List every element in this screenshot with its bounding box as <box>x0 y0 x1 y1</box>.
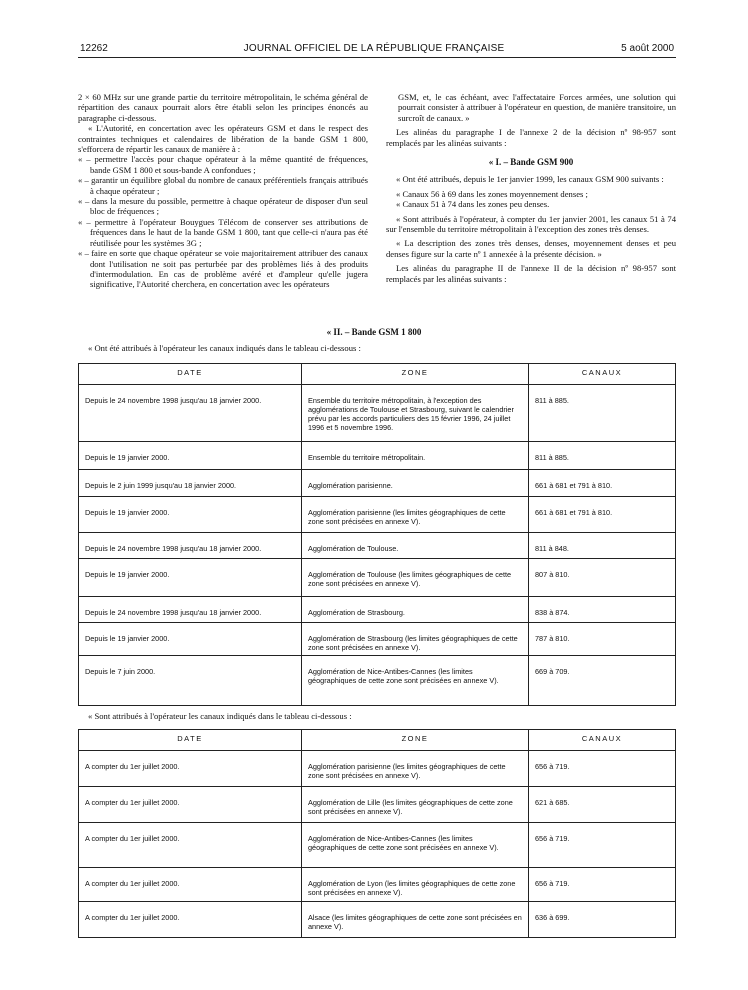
list-item: « – permettre à l'opérateur Bouygues Télécom de conserver ses attributions de fréquences dans le haut de la bande GSM 1 800, tant que celle-ci n'aura pas été réutilisée pour les systèmes 3G ; <box>78 216 368 248</box>
table-header-row <box>79 364 676 385</box>
table-cell: Agglomération de Nice-Antibes-Cannes (les limites géographiques de cette zone sont précisées en annexe V). <box>302 656 529 706</box>
table-cell: 656 à 719. <box>529 868 676 902</box>
table-cell: Depuis le 19 janvier 2000. <box>79 497 302 533</box>
table-cell: Agglomération parisienne. <box>302 470 529 497</box>
table-cell: Agglomération parisienne (les limites géographiques de cette zone sont précisées en annexe V). <box>302 497 529 533</box>
table-cell: 787 à 810. <box>529 623 676 656</box>
table-cell: A compter du 1er juillet 2000. <box>79 902 302 938</box>
column-header: DATE <box>79 730 302 751</box>
right-column <box>386 92 676 284</box>
column-header: CANAUX <box>529 730 676 751</box>
table-cell: Depuis le 24 novembre 1998 jusqu'au 18 janvier 2000. <box>79 385 302 442</box>
table-header-row <box>79 730 676 751</box>
paragraph: « L'Autorité, en concertation avec les opérateurs GSM et dans le respect des contraintes techniques et calendaires de libération de la bande GSM 1 800, s'efforcera de répartir les canaux de manière à : <box>78 123 368 155</box>
channels-table-attributed <box>78 363 676 706</box>
table-cell: 656 à 719. <box>529 751 676 787</box>
table-cell: Depuis le 7 juin 2000. <box>79 656 302 706</box>
paragraph: « Ont été attribués, depuis le 1er janvier 1999, les canaux GSM 900 suivants : <box>396 174 664 185</box>
table-cell: Depuis le 19 janvier 2000. <box>79 559 302 597</box>
table-row <box>79 823 676 868</box>
table-row <box>79 597 676 623</box>
table-cell: 656 à 719. <box>529 823 676 868</box>
table-cell: Agglomération de Toulouse (les limites géographiques de cette zone sont précisées en annexe V). <box>302 559 529 597</box>
table-cell: 669 à 709. <box>529 656 676 706</box>
table-row <box>79 868 676 902</box>
list-item: « – permettre l'accès pour chaque opérateur à la même quantité de fréquences, bande GSM 1 800 et sous-bande A confondues ; <box>78 154 368 175</box>
table-cell: A compter du 1er juillet 2000. <box>79 868 302 902</box>
section-heading: « I. – Bande GSM 900 <box>488 157 574 168</box>
header-date: 5 août 2000 <box>621 43 674 54</box>
table-row <box>79 385 676 442</box>
paragraph: « La description des zones très denses, denses, moyennement denses et peu denses figure sur la carte nº 1 annexée à la présente décision. » <box>386 238 676 259</box>
list-item: « – faire en sorte que chaque opérateur se voie majoritairement attribuer des canaux dont l'utilisation ne soit pas perturbée par des problèmes liés à des produits d'intermodulation. En cas de problème avéré et d'ampleur qu'elle jugera significative, l'Autorité cherchera, en concertation avec les opérateurs <box>78 248 368 290</box>
table-row <box>79 442 676 470</box>
column-header: DATE <box>79 364 302 385</box>
page-number: 12262 <box>80 43 108 54</box>
table-row <box>79 497 676 533</box>
section-heading: « II. – Bande GSM 1 800 <box>326 327 422 337</box>
table-row <box>79 623 676 656</box>
table-cell: Agglomération de Lyon (les limites géographiques de cette zone sont précisées en annexe V). <box>302 868 529 902</box>
table-cell: Ensemble du territoire métropolitain. <box>302 442 529 470</box>
channels-table-future <box>78 729 676 938</box>
table-intro: « Ont été attribués à l'opérateur les canaux indiqués dans le tableau ci-dessous : <box>88 343 361 353</box>
table-cell: A compter du 1er juillet 2000. <box>79 751 302 787</box>
journal-title: JOURNAL OFFICIEL DE LA RÉPUBLIQUE FRANÇAISE <box>243 43 505 54</box>
table-row <box>79 751 676 787</box>
column-header: ZONE <box>302 364 529 385</box>
table-row <box>79 470 676 497</box>
table-cell: Ensemble du territoire métropolitain, à l'exception des agglomérations de Toulouse et Strasbourg, suivant le calendrier prévu par les accords particuliers des 15 février 1996, 24 juillet 1996 et 5 novembre 1996. <box>302 385 529 442</box>
table-cell: 838 à 874. <box>529 597 676 623</box>
table-row <box>79 559 676 597</box>
table-cell: Agglomération parisienne (les limites géographiques de cette zone sont précisées en annexe V). <box>302 751 529 787</box>
table-cell: 811 à 885. <box>529 385 676 442</box>
table-cell: 811 à 848. <box>529 533 676 559</box>
paragraph: Les alinéas du paragraphe I de l'annexe 2 de la décision nº 98-957 sont remplacés par les alinéas suivants : <box>386 127 676 148</box>
table-cell: 811 à 885. <box>529 442 676 470</box>
table-row <box>79 902 676 938</box>
table-cell: Agglomération de Lille (les limites géographiques de cette zone sont précisées en annexe V). <box>302 787 529 823</box>
header-rule <box>78 57 676 58</box>
table-cell: Agglomération de Toulouse. <box>302 533 529 559</box>
table-cell: Agglomération de Nice-Antibes-Cannes (les limites géographiques de cette zone sont précisées en annexe V). <box>302 823 529 868</box>
paragraph: « Canaux 56 à 69 dans les zones moyennement denses ; <box>396 188 588 199</box>
table-cell: Depuis le 24 novembre 1998 jusqu'au 18 janvier 2000. <box>79 597 302 623</box>
table-row <box>79 787 676 823</box>
list-item: « – garantir un équilibre global du nombre de canaux préférentiels français attribués à chaque opérateur ; <box>78 175 368 196</box>
table-cell: 807 à 810. <box>529 559 676 597</box>
table-row <box>79 533 676 559</box>
paragraph: GSM, et, le cas échéant, avec l'affectataire Forces armées, une solution qui pourrait consister à attribuer à l'opérateur en question, de manière transitoire, un surcroît de canaux. » <box>398 92 676 123</box>
left-column <box>78 92 368 290</box>
table-cell: Depuis le 19 janvier 2000. <box>79 623 302 656</box>
table-cell: A compter du 1er juillet 2000. <box>79 787 302 823</box>
table-cell: Alsace (les limites géographiques de cette zone sont précisées en annexe V). <box>302 902 529 938</box>
paragraph: « Canaux 51 à 74 dans les zones peu denses. <box>396 199 550 210</box>
table-cell: Agglomération de Strasbourg (les limites géographiques de cette zone sont précisées en annexe V). <box>302 623 529 656</box>
paragraph: Les alinéas du paragraphe II de l'annexe II de la décision nº 98-957 sont remplacés par les alinéas suivants : <box>386 263 676 284</box>
table-row <box>79 656 676 706</box>
column-header: ZONE <box>302 730 529 751</box>
table-intro: « Sont attribués à l'opérateur les canaux indiqués dans le tableau ci-dessous : <box>88 711 352 721</box>
table-cell: 621 à 685. <box>529 787 676 823</box>
table-cell: Agglomération de Strasbourg. <box>302 597 529 623</box>
table-cell: Depuis le 24 novembre 1998 jusqu'au 18 janvier 2000. <box>79 533 302 559</box>
paragraph: « Sont attribués à l'opérateur, à compter du 1er janvier 2001, les canaux 51 à 74 sur l'ensemble du territoire métropolitain à l'exception des zones très denses. <box>386 213 676 235</box>
table-cell: 661 à 681 et 791 à 810. <box>529 470 676 497</box>
column-header: CANAUX <box>529 364 676 385</box>
list-item: « – dans la mesure du possible, permettre à chaque opérateur de disposer d'un seul bloc de fréquences ; <box>78 196 368 217</box>
paragraph: 2 × 60 MHz sur une grande partie du territoire métropolitain, le schéma général de répartition des canaux pourrait alors être établi selon les principes énoncés au paragraphe ci-dessous. <box>78 92 368 123</box>
table-cell: 636 à 699. <box>529 902 676 938</box>
table-cell: Depuis le 19 janvier 2000. <box>79 442 302 470</box>
table-cell: Depuis le 2 juin 1999 jusqu'au 18 janvier 2000. <box>79 470 302 497</box>
table-cell: 661 à 681 et 791 à 810. <box>529 497 676 533</box>
table-cell: A compter du 1er juillet 2000. <box>79 823 302 868</box>
